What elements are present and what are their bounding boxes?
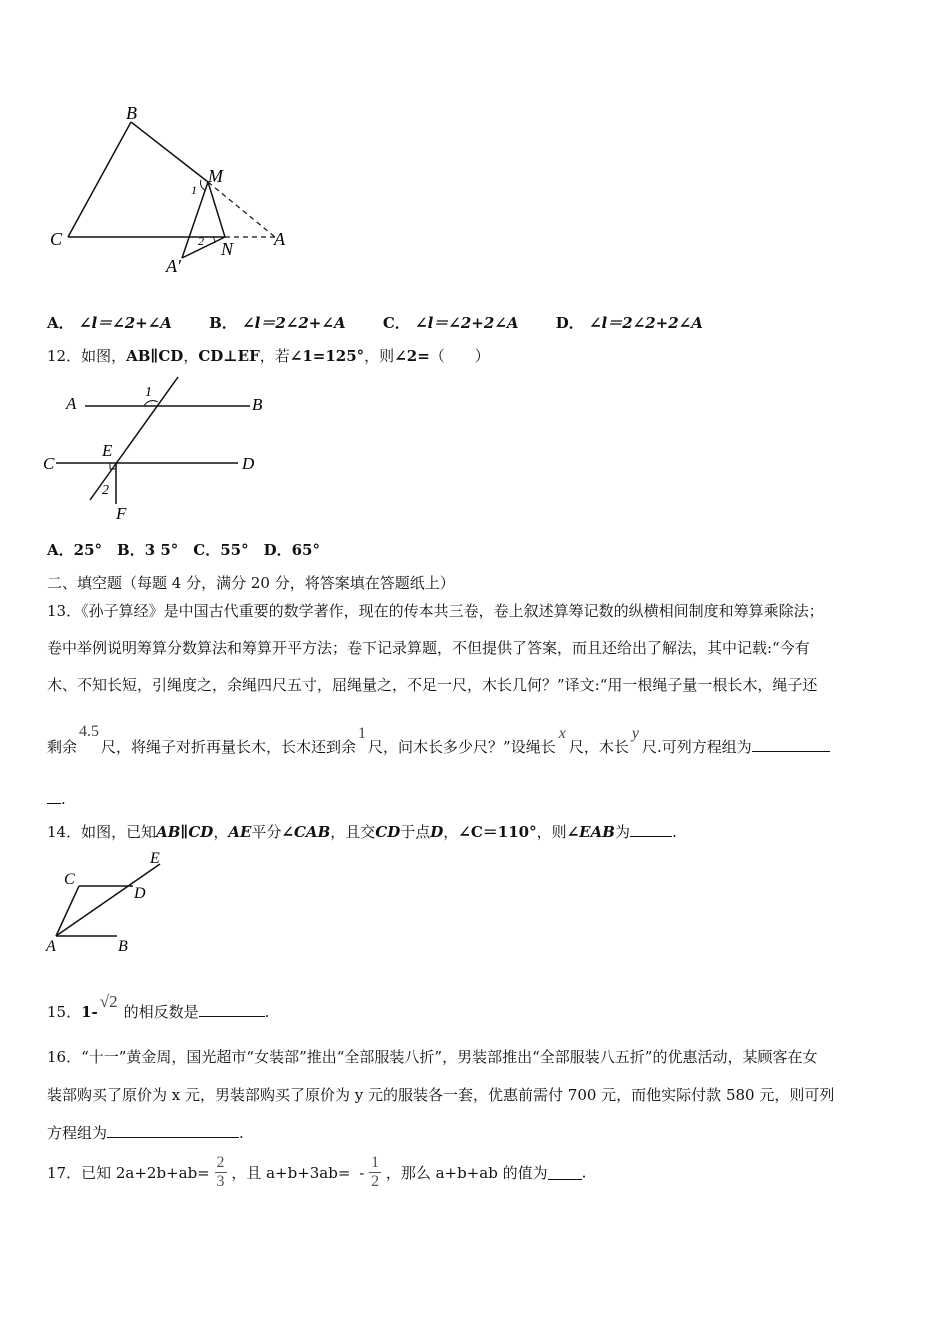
q13-line-1: 13．《孙子算经》是中国古代重要的数学著作，现在的传本共三卷，卷上叙述算筹记数的纵横相间制度和筹算乘除法；: [47, 602, 824, 620]
angle-1-arc: [144, 401, 158, 406]
label-2: 2: [198, 234, 204, 248]
section-2-header: 二、填空题（每题 4 分，满分 20 分，将答案填在答题纸上）: [47, 574, 455, 592]
label-2: 2: [102, 483, 109, 498]
q11-option-c[interactable]: C． ∠l＝∠2+2∠A: [382, 314, 519, 332]
q14-stem: 14．如图，已知AB∥CD，AE平分∠CAB，且交CD于点D，∠C＝110°，则∠EAB为 .: [47, 823, 677, 841]
figure-q12: [40, 372, 280, 527]
label-B: B: [118, 938, 128, 955]
q14-answer-blank[interactable]: [630, 822, 672, 837]
figure-q11: [45, 100, 305, 280]
label-M: M: [208, 166, 223, 186]
angle-1-arc: [200, 180, 205, 190]
segment-BC: [68, 122, 131, 237]
q16-line-2: 装部购买了原价为 x 元，男装部购买了原价为 y 元的服装各一套，优惠前需付 700 元，而他实际付款 580 元，则可列: [47, 1086, 835, 1104]
q11-options: [47, 312, 703, 333]
q16-answer-blank[interactable]: [107, 1123, 239, 1138]
q17-answer-blank[interactable]: [548, 1165, 582, 1180]
q13-line-2: 卷中举例说明筹算分数算法和筹算开平方法；卷下记录算题，不但提供了答案，而且还给出了解法，其中记载:“今有: [47, 639, 810, 657]
q12-stem: 12．如图，AB∥CD，CD⊥EF，若∠1=125°，则∠2=（ ）: [47, 347, 490, 365]
q16-line-3: 方程组为 .: [47, 1124, 244, 1142]
label-1: 1: [191, 183, 197, 197]
q13-answer-blank[interactable]: [752, 737, 830, 752]
q16-line-1: 16．“十一”黄金周，国光超市“女装部”推出“全部服装八折”，男装部推出“全部服装八五折”的优惠活动，某顾客在女: [47, 1048, 818, 1066]
label-A: A: [46, 938, 56, 955]
label-E: E: [102, 441, 113, 460]
segment-MN: [208, 182, 225, 237]
label-D: D: [242, 454, 255, 473]
dashed-MA: [208, 182, 275, 237]
figure-q14: [42, 848, 172, 958]
q11-option-d[interactable]: D． ∠l＝2∠2+2∠A: [555, 314, 703, 332]
label-C: C: [64, 871, 75, 888]
q17-stem: 17．已知 2a+2b+ab= $\frac{2}{3}$ ，且 a+b+3ab= - $\frac{1}{2}$ ，那么 a+b+ab 的值为 .: [47, 1154, 587, 1190]
label-B: B: [126, 103, 137, 123]
q15-stem: 15．1-√2的相反数是 .: [47, 992, 270, 1021]
segment-BM: [131, 122, 208, 182]
transversal: [90, 377, 178, 500]
label-C: C: [50, 229, 63, 249]
q12-options[interactable]: A．25° B．3 5° C．55° D．65°: [47, 541, 320, 559]
label-A: A: [66, 394, 77, 413]
q13-line-4: 剩余4.5尺，将绳子对折再量长木，长木还到余1尺，问木长多少尺？”设绳长x尺，木长y尺.可列方程组为: [47, 736, 917, 757]
label-A: A: [274, 229, 285, 249]
label-D: D: [134, 885, 146, 902]
label-E: E: [150, 850, 160, 867]
label-Aprime: A′: [166, 256, 181, 276]
q15-answer-blank[interactable]: [199, 1002, 265, 1017]
q13-line-5: .: [47, 789, 917, 808]
q11-option-b[interactable]: B． ∠l＝2∠2+∠A: [209, 314, 346, 332]
fraction-2-3: $\frac{2}{3}$: [216, 1154, 225, 1190]
label-B: B: [252, 395, 263, 414]
fraction-1-2: $\frac{1}{2}$: [371, 1154, 380, 1190]
q13-answer-blank-cont[interactable]: [47, 789, 61, 804]
q11-option-a[interactable]: A． ∠l＝∠2+∠A: [47, 314, 172, 332]
label-1: 1: [145, 385, 152, 400]
q13-line-3: 木、不知长短，引绳度之，余绳四尺五寸，屈绳量之，不足一尺，木长几何？”译文:“用一根绳子量一根长木，绳子还: [47, 676, 818, 694]
label-N: N: [221, 239, 234, 259]
label-C: C: [43, 454, 55, 473]
label-F: F: [116, 504, 127, 523]
